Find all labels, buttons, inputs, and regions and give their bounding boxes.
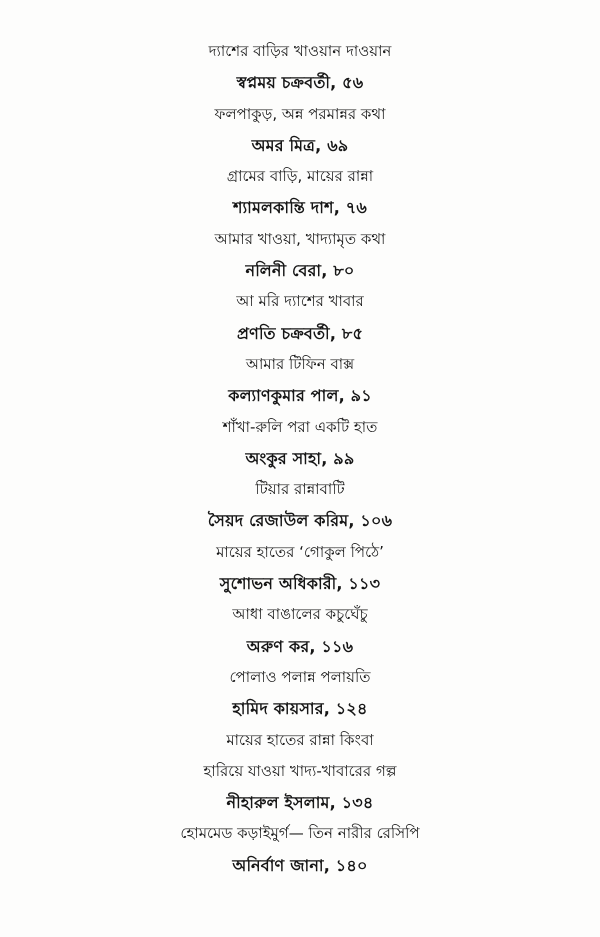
toc-author-page: হামিদ কায়সার, ১২৪: [232, 699, 368, 719]
toc-essay-title: ফলপাকুড়, অন্ন পরমান্নর কথা: [214, 104, 386, 123]
toc-author-page: অমর মিত্র, ৬৯: [251, 135, 349, 155]
toc-author-page: নীহারুল ইসলাম, ১৩৪: [226, 793, 374, 813]
toc-author-page: শ্যামলকান্তি দাশ, ৭৬: [233, 198, 367, 218]
toc-essay-title: পোলাও পলান্ন পলায়তি: [229, 667, 371, 686]
toc-essay-title: দ্যাশের বাড়ির খাওয়ান দাওয়ান: [208, 42, 392, 60]
toc-essay-title: মায়ের হাতের ‘গোকুল পিঠে’: [216, 542, 384, 561]
toc-author-page: নলিনী বেরা, ৮০: [245, 261, 355, 281]
toc-author-page: অনির্বাণ জানা, ১৪০: [232, 855, 368, 875]
toc-essay-title: টিয়ার রান্নাবাটি: [255, 480, 345, 499]
toc-author-page: কল্যাণকুমার পাল, ৯১: [228, 386, 372, 406]
toc-essay-title: আধা বাঙালের কচুঘেঁচু: [232, 605, 368, 624]
toc-essay-title: আমার টিফিন বাক্স: [245, 354, 355, 373]
toc-essay-title: হোমমেড কড়াইমুর্গ— তিন নারীর রেসিপি: [180, 824, 420, 843]
toc-author-page: অরুণ কর, ১১৬: [246, 636, 354, 656]
toc-essay-title: আমার খাওয়া, খাদ্যামৃত কথা: [214, 229, 386, 248]
toc-essay-title: শাঁখা-রুলি পরা একটি হাত: [222, 417, 378, 436]
toc-essay-title: মায়ের হাতের রান্না কিংবা: [226, 730, 374, 749]
toc-author-page: অংকুর সাহা, ৯৯: [245, 448, 355, 468]
toc-author-page: প্রণতি চক্রবর্তী, ৮৫: [236, 323, 364, 343]
toc-essay-title: আ মরি দ্যাশের খাবার: [236, 292, 364, 311]
toc-essay-title-continued: হারিয়ে যাওয়া খাদ্য-খাবারের গল্প: [203, 761, 397, 780]
table-of-contents: [0, 36, 600, 881]
toc-author-page: সৈয়দ রেজাউল করিম, ১০৬: [207, 511, 393, 531]
toc-author-page: স্বপ্নময় চক্রবর্তী, ৫৬: [236, 73, 364, 93]
toc-essay-title: গ্রামের বাড়ি, মায়ের রান্না: [226, 167, 374, 186]
toc-author-page: সুশোভন অধিকারী, ১১৩: [219, 574, 381, 594]
